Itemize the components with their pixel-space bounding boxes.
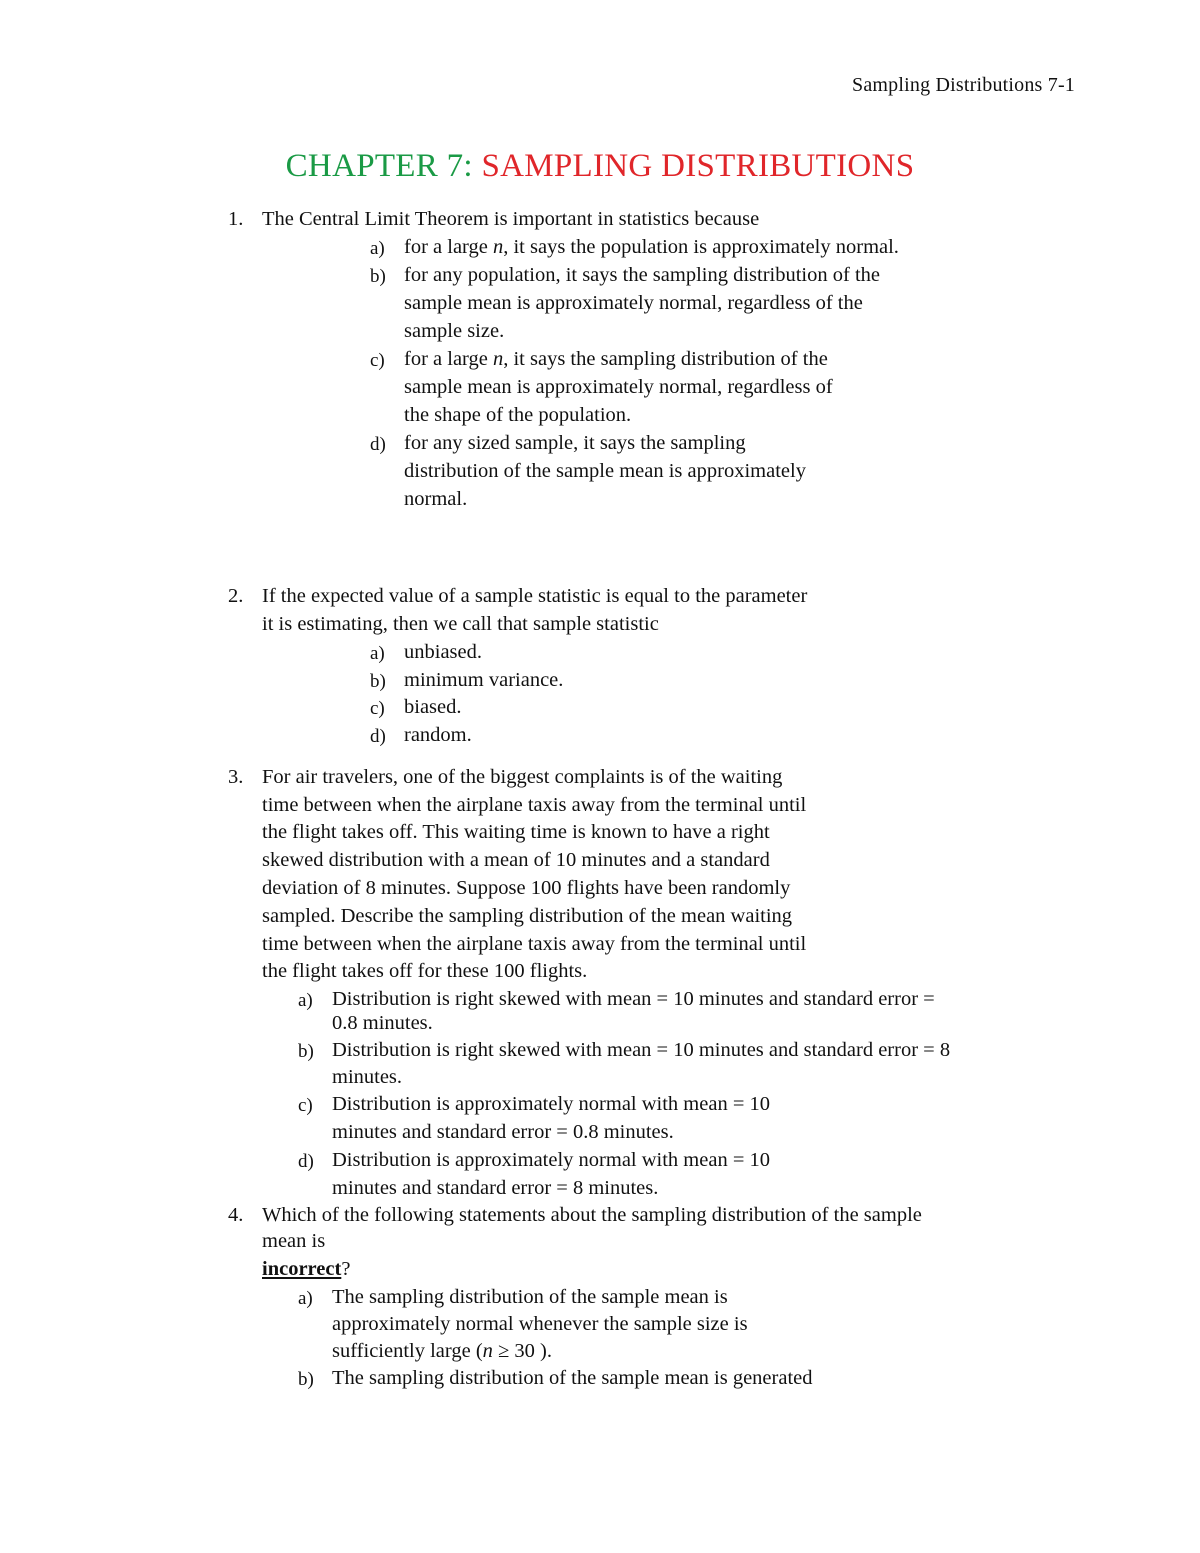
chapter-title-prefix: CHAPTER 7:	[285, 148, 473, 184]
q2-option-a-label: a)	[370, 643, 385, 664]
q1-option-a-label: a)	[370, 238, 385, 259]
question-3-number: 3.	[228, 766, 244, 788]
q2-option-b: minimum variance.	[404, 669, 564, 691]
chapter-title-main: SAMPLING DISTRIBUTIONS	[481, 148, 915, 184]
q4-option-a-label: a)	[298, 1288, 313, 1309]
q3-option-d-line2: minutes and standard error = 8 minutes.	[332, 1177, 659, 1199]
q4-option-b-label: b)	[298, 1369, 314, 1390]
q1-option-b-line1: for any population, it says the sampling distribution of the	[404, 264, 880, 286]
question-2-stem-line2: it is estimating, then we call that sample statistic	[262, 613, 659, 635]
question-3-stem-line7: time between when the airplane taxis away from the terminal until	[262, 933, 807, 955]
q3-option-a-line2: 0.8 minutes.	[332, 1012, 433, 1034]
q2-option-c: biased.	[404, 696, 462, 718]
q3-option-c-line1: Distribution is approximately normal with mean = 10	[332, 1093, 771, 1115]
q1-option-b-label: b)	[370, 266, 386, 287]
q2-option-a: unbiased.	[404, 641, 482, 663]
question-3-stem-line3: the flight takes off. This waiting time is known to have a right	[262, 821, 770, 843]
question-2-number: 2.	[228, 585, 244, 607]
question-4-number: 4.	[228, 1204, 244, 1226]
question-3-stem-line6: sampled. Describe the sampling distribution of the mean waiting	[262, 905, 793, 927]
question-4-stem-line1: Which of the following statements about the sampling distribution of the sample	[262, 1204, 922, 1226]
q1-option-d-line1: for any sized sample, it says the sampling	[404, 432, 746, 454]
question-3-stem-line1: For air travelers, one of the biggest complaints is of the waiting	[262, 766, 783, 788]
q1-option-d-label: d)	[370, 434, 386, 455]
question-1-stem: The Central Limit Theorem is important in statistics because	[262, 208, 760, 230]
q3-option-a-line1: Distribution is right skewed with mean = 10 minutes and standard error =	[332, 988, 935, 1010]
chapter-title	[0, 148, 1200, 185]
question-3-stem-line5: deviation of 8 minutes. Suppose 100 flights have been randomly	[262, 877, 791, 899]
q3-option-c-label: c)	[298, 1095, 313, 1116]
q1-option-c-label: c)	[370, 350, 385, 371]
q3-option-c-line2: minutes and standard error = 0.8 minutes.	[332, 1121, 674, 1143]
q3-option-a-label: a)	[298, 990, 313, 1011]
q1-option-c-line2: sample mean is approximately normal, regardless of	[404, 376, 833, 398]
question-4-stem-line2: mean is	[262, 1230, 326, 1252]
q4-option-a-line3: sufficiently large (n ≥ 30 ).	[332, 1340, 552, 1362]
q2-option-b-label: b)	[370, 671, 386, 692]
q3-option-b-line2: minutes.	[332, 1066, 403, 1088]
q1-option-a: for a large n, it says the population is approximately normal.	[404, 236, 899, 258]
running-header: Sampling Distributions 7-1	[852, 74, 1075, 96]
q3-option-d-line1: Distribution is approximately normal with mean = 10	[332, 1149, 771, 1171]
q1-option-d-line3: normal.	[404, 488, 468, 510]
question-1-number: 1.	[228, 208, 244, 230]
q4-option-b-line1: The sampling distribution of the sample mean is generated	[332, 1367, 813, 1389]
question-2-stem-line1: If the expected value of a sample statistic is equal to the parameter	[262, 585, 808, 607]
q1-option-b-line3: sample size.	[404, 320, 505, 342]
q4-option-a-line1: The sampling distribution of the sample mean is	[332, 1286, 728, 1308]
q3-option-b-line1: Distribution is right skewed with mean = 10 minutes and standard error = 8	[332, 1039, 951, 1061]
q2-option-d: random.	[404, 724, 472, 746]
q1-option-c-line3: the shape of the population.	[404, 404, 632, 426]
question-3-stem-line2: time between when the airplane taxis away from the terminal until	[262, 794, 807, 816]
q4-option-a-line2: approximately normal whenever the sample size is	[332, 1313, 748, 1335]
q1-option-c-line1: for a large n, it says the sampling distribution of the	[404, 348, 828, 370]
incorrect-emphasis: incorrect	[262, 1258, 342, 1280]
q2-option-d-label: d)	[370, 726, 386, 747]
question-3-stem-line4: skewed distribution with a mean of 10 minutes and a standard	[262, 849, 770, 871]
q2-option-c-label: c)	[370, 698, 385, 719]
q3-option-d-label: d)	[298, 1151, 314, 1172]
question-3-stem-line8: the flight takes off for these 100 flights.	[262, 960, 588, 982]
q1-option-d-line2: distribution of the sample mean is approximately	[404, 460, 806, 482]
q1-option-b-line2: sample mean is approximately normal, regardless of the	[404, 292, 863, 314]
q3-option-b-label: b)	[298, 1041, 314, 1062]
question-4-emphasis: incorrect?	[262, 1258, 351, 1280]
